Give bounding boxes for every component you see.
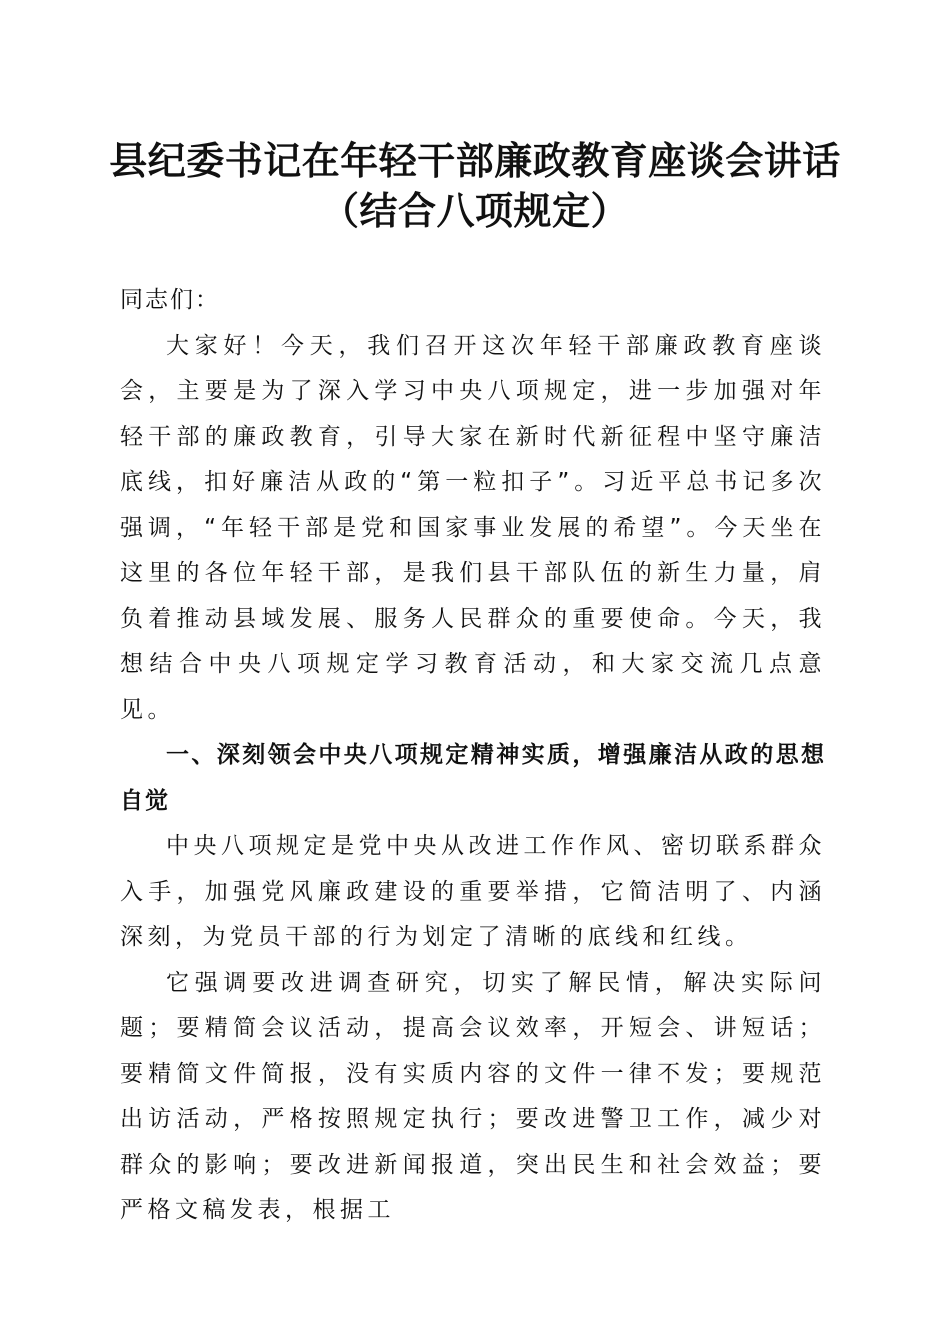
document-title: [0, 136, 950, 236]
paragraph-2: 它强调要改进调查研究，切实了解民情，解决实际问题；要精简会议活动，提高会议效率，开短会、讲短话；要精简文件简报，没有实质内容的文件一律不发；要规范出访活动，严格按照规定执行；要改进警卫工作，减少对群众的影响；要改进新闻报道，突出民生和社会效益；要严格文稿发表，根据工: [120, 969, 826, 1223]
paragraph-1: 中央八项规定是党中央从改进工作作风、密切联系群众入手，加强党风廉政建设的重要举措，它简洁明了、内涵深刻，为党员干部的行为划定了清晰的底线和红线。: [120, 833, 826, 950]
paragraph-opening: 大家好！今天，我们召开这次年轻干部廉政教育座谈会，主要是为了深入学习中央八项规定，进一步加强对年轻干部的廉政教育，引导大家在新时代新征程中坚守廉洁底线，扣好廉洁从政的“第一粒扣子”。习近平总书记多次强调，“年轻干部是党和国家事业发展的希望”。今天坐在这里的各位年轻干部，是我们县干部队伍的新生力量，肩负着推动县域发展、服务人民群众的重要使命。今天，我想结合中央八项规定学习教育活动，和大家交流几点意见。: [120, 332, 826, 723]
salutation: 同志们：: [120, 287, 220, 313]
title-line-2: （结合八项规定）: [320, 188, 629, 233]
document-body: [120, 278, 826, 1234]
section-heading-1: 一、深刻领会中央八项规定精神实质，增强廉洁从政的思想自觉: [120, 742, 826, 814]
title-line-1: 县纪委书记在年轻干部廉政教育座谈会讲话: [109, 138, 841, 183]
